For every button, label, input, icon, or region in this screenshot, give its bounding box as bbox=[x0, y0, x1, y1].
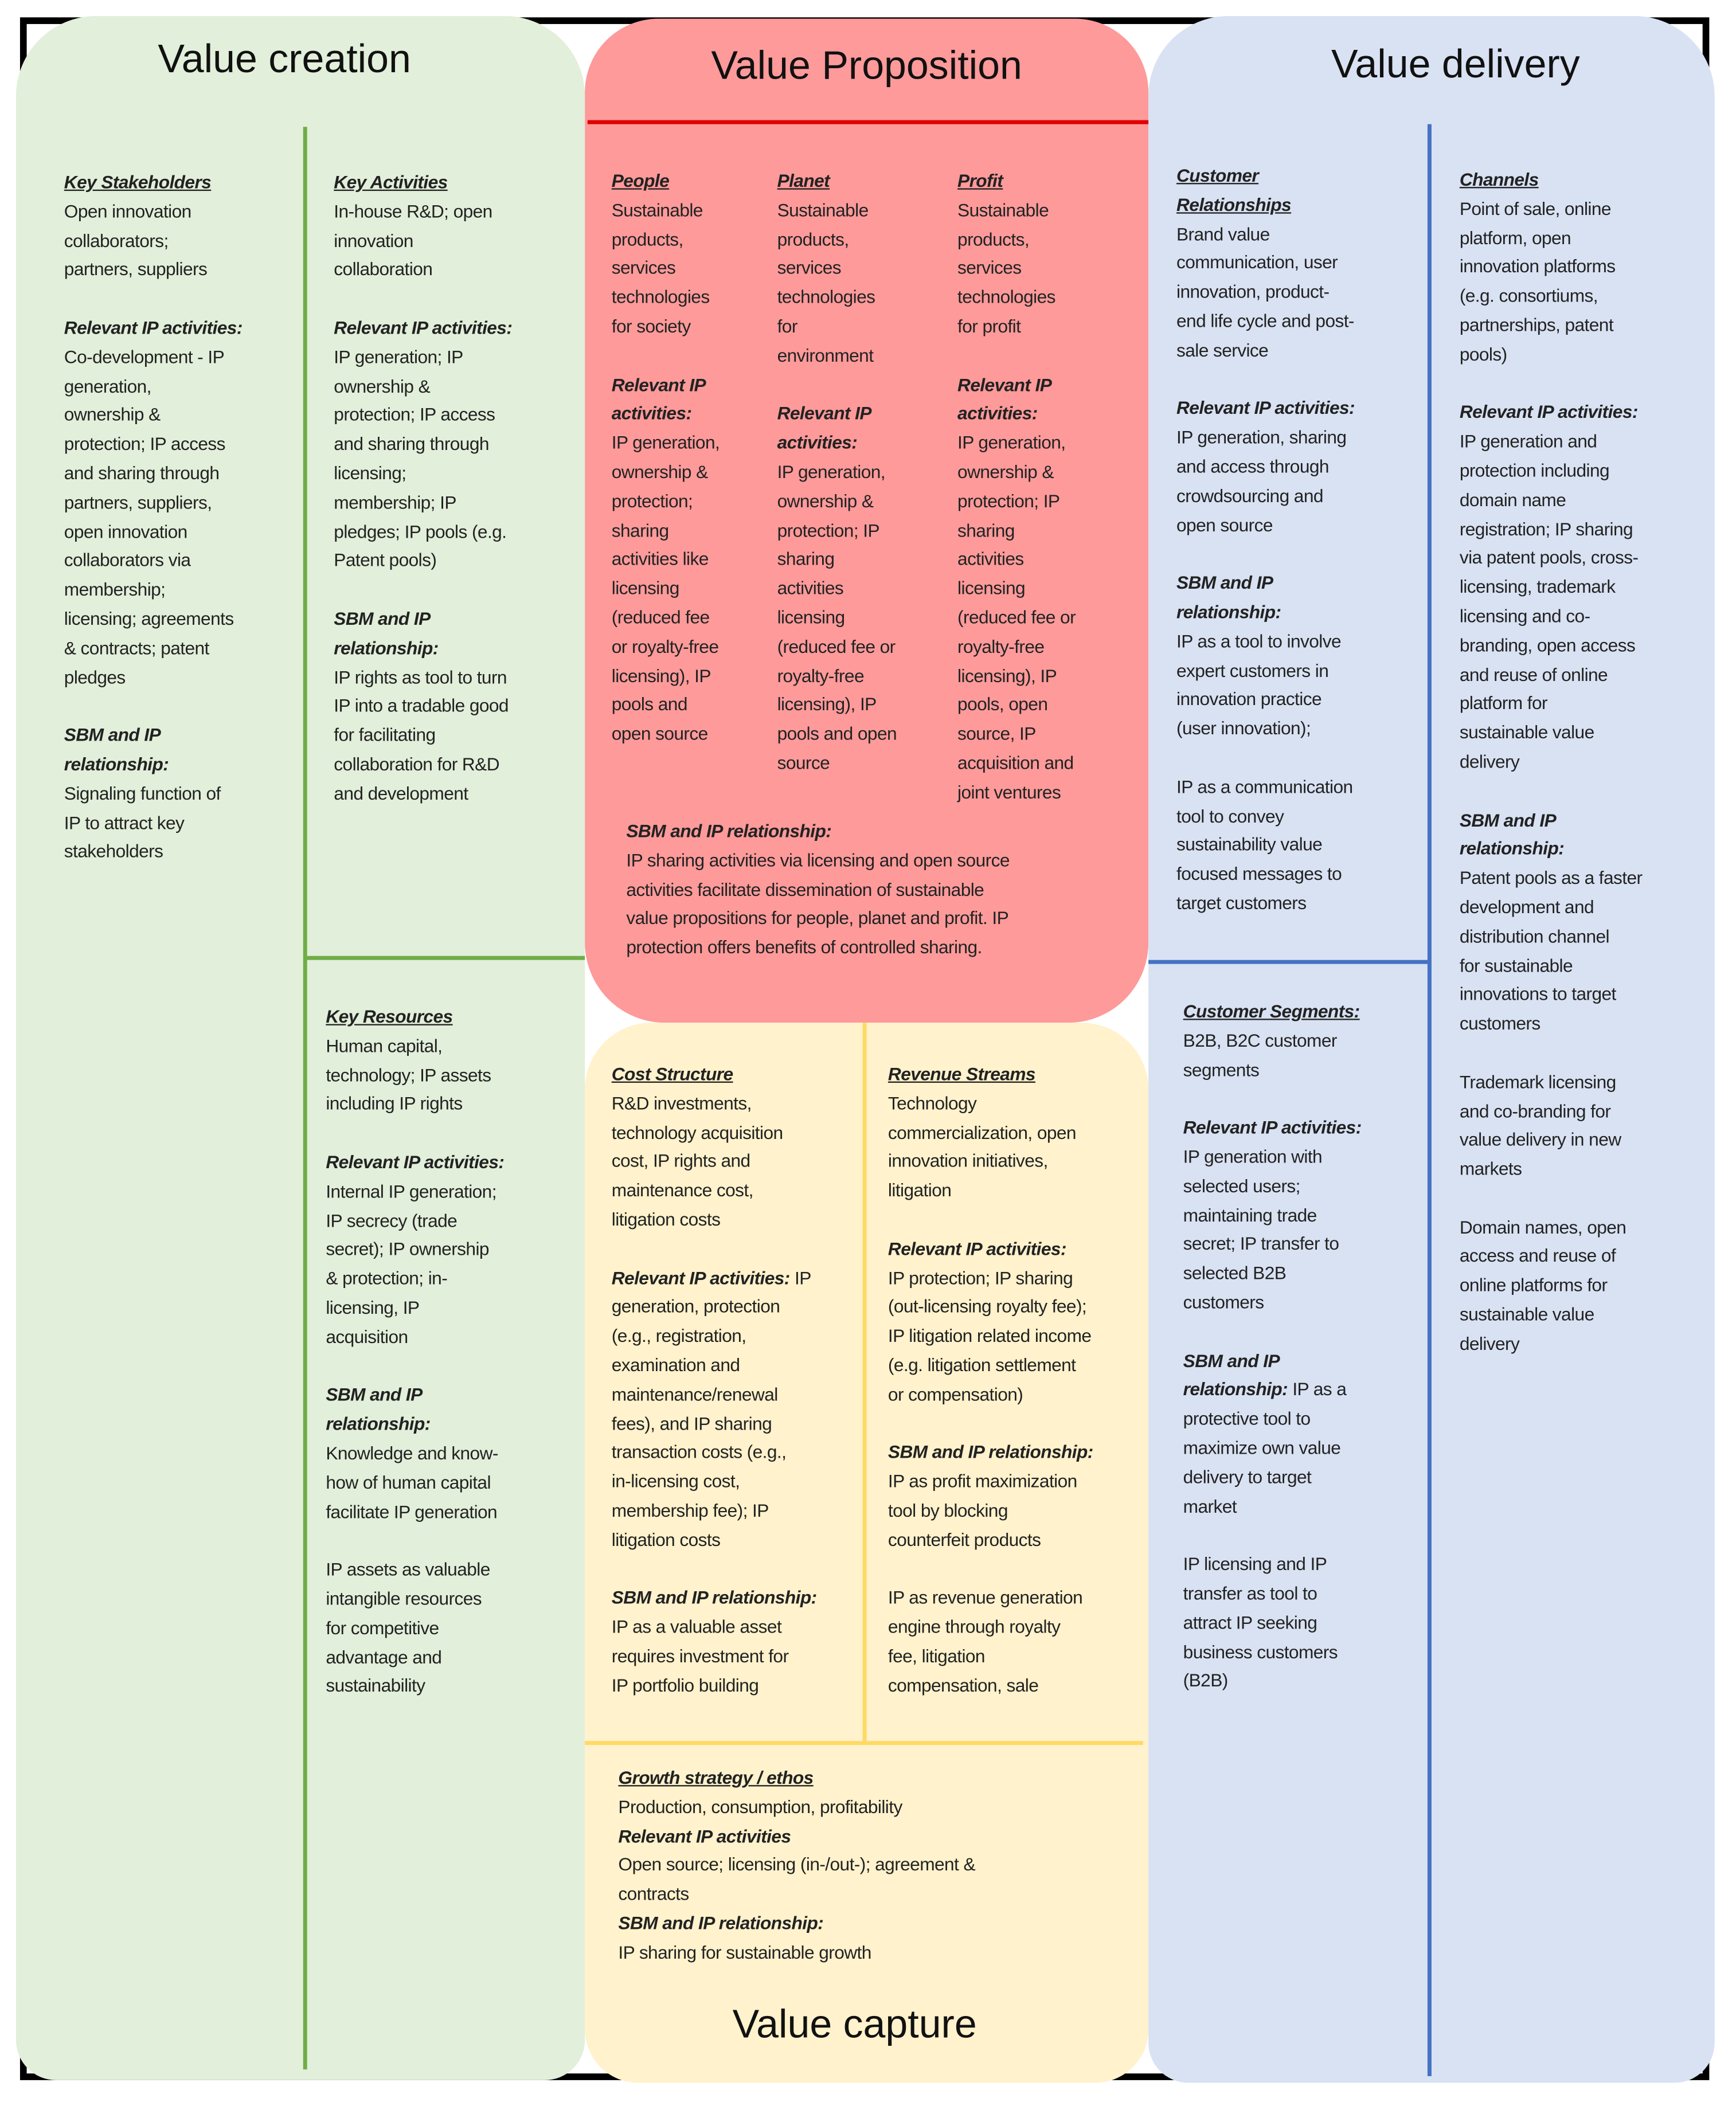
value-delivery-title: Value delivery bbox=[1331, 42, 1580, 87]
body-text: Knowledge and know- how of human capital facilitate IP generation bbox=[326, 1443, 498, 1522]
paragraph bbox=[1176, 569, 1355, 744]
subheading: Relevant IP activities: bbox=[777, 404, 871, 453]
paragraph bbox=[626, 817, 1009, 962]
subheading: Relevant IP activities: bbox=[611, 1267, 790, 1288]
red-divider bbox=[588, 120, 1148, 124]
body-text: Patent pools as a faster development and distribution channel for sustainable innovations to target customers bbox=[1459, 868, 1643, 1034]
section-heading: Planet bbox=[777, 171, 830, 191]
body-text: IP generation, protection (e.g., registration, examination and maintenance/renewal fees), and IP sharing transaction costs (e.g., in-licensing cost, membership fee); IP litigation costs bbox=[611, 1267, 811, 1550]
body-text: IP as a communication tool to convey sustainability value focused messages to target customers bbox=[1176, 776, 1353, 913]
paragraph bbox=[326, 1003, 504, 1119]
paragraph bbox=[957, 371, 1076, 808]
subheading: SBM and IP relationship: bbox=[626, 821, 832, 841]
section-heading: Customer Segments: bbox=[1183, 1001, 1360, 1021]
body-text: IP protection; IP sharing (out-licensing royalty fee); IP litigation related income (e.g. litigation settlement or compensation) bbox=[887, 1267, 1092, 1404]
body-text: IP rights as tool to turn IP into a tradable good for facilitating collaboration for R&D and development bbox=[334, 667, 509, 804]
section-heading: Revenue Streams bbox=[887, 1064, 1035, 1085]
subheading: Relevant IP activities: bbox=[957, 374, 1052, 424]
subheading: SBM and IP relationship: bbox=[1459, 809, 1565, 859]
subheading: Relevant IP activities: bbox=[1459, 402, 1638, 422]
paragraph bbox=[618, 1764, 975, 1967]
paragraph bbox=[64, 168, 243, 284]
paragraph bbox=[64, 314, 243, 692]
key-activities-block bbox=[334, 168, 512, 837]
paragraph bbox=[1183, 1551, 1362, 1696]
paragraph bbox=[612, 1264, 817, 1555]
paragraph bbox=[64, 721, 243, 867]
paragraph bbox=[1183, 1114, 1362, 1317]
section-heading: Key Stakeholders bbox=[64, 172, 212, 193]
paragraph bbox=[777, 167, 897, 370]
body-text: IP as a valuable asset requires investment for IP portfolio building bbox=[611, 1616, 789, 1696]
paragraph bbox=[1460, 1068, 1643, 1184]
subheading: SBM and IP relationship: bbox=[64, 725, 169, 774]
paragraph bbox=[1176, 162, 1355, 365]
paragraph bbox=[1460, 806, 1643, 1039]
channels-block bbox=[1460, 166, 1643, 1388]
body-text: Open source; licensing (in-/out-); agreement & contracts bbox=[618, 1855, 976, 1904]
blue-divider-horizontal bbox=[1148, 960, 1429, 964]
section-heading: Profit bbox=[957, 171, 1003, 191]
profit-block bbox=[957, 167, 1076, 836]
body-text: IP generation, ownership & protection; IP sharing activities licensing (reduced fee or royalty-free licensing), IP pools, open source, IP acquisition and joint ventures bbox=[957, 433, 1076, 802]
body-text: IP sharing activities via licensing and open source activities facilitate dissemination of sustainable value propositions for people, planet and profit. IP protection offers benefits of controlled sharing. bbox=[626, 850, 1010, 958]
growth-strategy-block bbox=[618, 1764, 975, 1967]
body-text: Trademark licensing and co-branding for value delivery in new markets bbox=[1459, 1071, 1621, 1179]
section-heading: Channels bbox=[1459, 169, 1539, 190]
body-text: Sustainable products, services technologies for society bbox=[611, 199, 710, 336]
paragraph bbox=[1460, 166, 1643, 369]
body-text: IP generation, ownership & protection; IP sharing activities licensing (reduced fee or royalty-free licensing), IP pools and open source bbox=[777, 461, 897, 773]
subheading: Relevant IP activities: bbox=[1183, 1117, 1362, 1138]
key-resources-block bbox=[326, 1003, 504, 1730]
section-heading: Growth strategy / ethos bbox=[618, 1767, 814, 1788]
paragraph bbox=[326, 1381, 504, 1526]
body-text: Brand value communication, user innovation, product- end life cycle and post- sale service bbox=[1176, 224, 1354, 361]
subheading: Relevant IP activities: bbox=[611, 374, 706, 424]
subheading: SBM and IP relationship: bbox=[326, 1385, 431, 1434]
paragraph bbox=[1460, 1213, 1643, 1359]
body-text: IP as a protective tool to maximize own value delivery to target market bbox=[1183, 1379, 1347, 1516]
paragraph bbox=[1460, 398, 1643, 777]
key-stakeholders-block bbox=[64, 168, 243, 895]
body-text: IP generation, ownership & protection; sharing activities like licensing (reduced fee or royalty-free licensing), IP pools and open source bbox=[611, 433, 720, 744]
subheading: Relevant IP activities bbox=[618, 1826, 791, 1846]
paragraph bbox=[612, 1060, 817, 1235]
cost-structure-block bbox=[612, 1060, 817, 1729]
subheading: SBM and IP relationship: bbox=[611, 1588, 817, 1608]
subheading: SBM and IP relationship: bbox=[334, 609, 439, 658]
paragraph bbox=[1183, 997, 1362, 1085]
paragraph bbox=[888, 1438, 1093, 1555]
body-text: IP generation; IP ownership & protection; IP access and sharing through licensing; membership; IP pledges; IP pools (e.g. Patent pools) bbox=[334, 347, 507, 571]
paragraph bbox=[1183, 1346, 1362, 1521]
body-text: IP generation, sharing and access through crowdsourcing and open source bbox=[1176, 427, 1347, 535]
yellow-divider-horizontal bbox=[585, 1741, 1143, 1745]
paragraph bbox=[612, 371, 720, 749]
subheading: SBM and IP relationship: bbox=[618, 1913, 824, 1933]
paragraph bbox=[326, 1148, 504, 1352]
body-text: R&D investments, technology acquisition cost, IP rights and maintenance cost, litigation costs bbox=[611, 1093, 783, 1230]
paragraph bbox=[326, 1556, 504, 1701]
value-creation-title: Value creation bbox=[158, 37, 411, 82]
body-text: IP as profit maximization tool by blocking counterfeit products bbox=[887, 1471, 1077, 1550]
body-text: IP sharing for sustainable growth bbox=[618, 1942, 871, 1963]
body-text: Sustainable products, services technologies for profit bbox=[957, 199, 1055, 336]
paragraph bbox=[612, 1584, 817, 1700]
green-divider-vertical bbox=[303, 127, 307, 2069]
paragraph bbox=[1176, 394, 1355, 540]
people-block bbox=[612, 167, 720, 778]
body-text: Point of sale, online platform, open innovation platforms (e.g. consortiums, partnerships, patent pools) bbox=[1459, 198, 1616, 365]
body-text: In-house R&D; open innovation collaboration bbox=[334, 201, 492, 280]
body-text: Internal IP generation; IP secrecy (trade secret); IP ownership & protection; in- licensing, IP acquisition bbox=[326, 1181, 496, 1347]
paragraph bbox=[334, 605, 512, 808]
section-heading: People bbox=[611, 171, 670, 191]
subheading: Relevant IP activities: bbox=[887, 1238, 1066, 1259]
section-heading: Key Resources bbox=[326, 1007, 453, 1027]
body-text: Sustainable products, services technologies for environment bbox=[777, 199, 875, 366]
value-proposition-relationship-block bbox=[626, 817, 1009, 992]
paragraph bbox=[334, 314, 512, 576]
blue-divider-vertical bbox=[1428, 124, 1432, 2076]
value-capture-title: Value capture bbox=[732, 2002, 977, 2047]
value-proposition-title: Value Proposition bbox=[711, 44, 1022, 88]
body-text: Co-development - IP generation, ownership & protection; IP access and sharing through partners, suppliers, open innovation collaborators via membership; licensing; agreements & contracts; patent pledges bbox=[64, 347, 234, 687]
subheading: Relevant IP activities: bbox=[326, 1152, 505, 1173]
subheading: SBM and IP relationship: bbox=[1183, 1350, 1288, 1400]
planet-block bbox=[777, 167, 897, 807]
section-heading: Customer Relationships bbox=[1176, 165, 1292, 215]
customer-relationships-block bbox=[1176, 162, 1355, 948]
body-text: IP assets as valuable intangible resources for competitive advantage and sustainability bbox=[326, 1559, 490, 1696]
body-text: Human capital, technology; IP assets including IP rights bbox=[326, 1035, 491, 1114]
subheading: SBM and IP relationship: bbox=[1176, 573, 1281, 623]
paragraph bbox=[1176, 773, 1355, 918]
body-text: Signaling function of IP to attract key stakeholders bbox=[64, 783, 221, 862]
body-text: Domain names, open access and reuse of online platforms for sustainable value delivery bbox=[1459, 1217, 1626, 1354]
subheading: SBM and IP relationship: bbox=[887, 1442, 1093, 1463]
body-text: IP licensing and IP transfer as tool to attract IP seeking business customers (B2B) bbox=[1183, 1554, 1338, 1691]
body-text: IP generation and protection including domain name registration; IP sharing via patent pools, cross- licensing, trademark licensing and co- branding, open access and reuse of online platform for sustainable value delivery bbox=[1459, 431, 1639, 772]
body-text: Production, consumption, profitability bbox=[618, 1796, 902, 1817]
paragraph bbox=[612, 167, 720, 342]
paragraph bbox=[888, 1584, 1093, 1700]
paragraph bbox=[957, 167, 1076, 342]
section-heading: Key Activities bbox=[334, 172, 448, 193]
section-heading: Cost Structure bbox=[611, 1064, 733, 1085]
green-divider-horizontal bbox=[304, 956, 585, 960]
body-text: IP as revenue generation engine through royalty fee, litigation compensation, sale bbox=[887, 1588, 1083, 1696]
yellow-divider-vertical bbox=[863, 1023, 867, 1744]
customer-segments-block bbox=[1183, 997, 1362, 1725]
paragraph bbox=[334, 168, 512, 284]
paragraph bbox=[777, 400, 897, 778]
paragraph bbox=[888, 1235, 1093, 1410]
body-text: IP generation with selected users; maintaining trade secret; IP transfer to selected B2B customers bbox=[1183, 1146, 1339, 1313]
subheading: Relevant IP activities: bbox=[334, 318, 513, 338]
body-text: Open innovation collaborators; partners, suppliers bbox=[64, 201, 208, 280]
body-text: IP as a tool to involve expert customers in innovation practice (user innovation); bbox=[1176, 631, 1342, 739]
subheading: Relevant IP activities: bbox=[1176, 398, 1355, 418]
subheading: Relevant IP activities: bbox=[64, 318, 243, 338]
body-text: Technology commercialization, open innovation initiatives, litigation bbox=[887, 1093, 1076, 1201]
paragraph bbox=[888, 1060, 1093, 1205]
body-text: B2B, B2C customer segments bbox=[1183, 1030, 1337, 1080]
revenue-streams-block bbox=[888, 1060, 1093, 1729]
